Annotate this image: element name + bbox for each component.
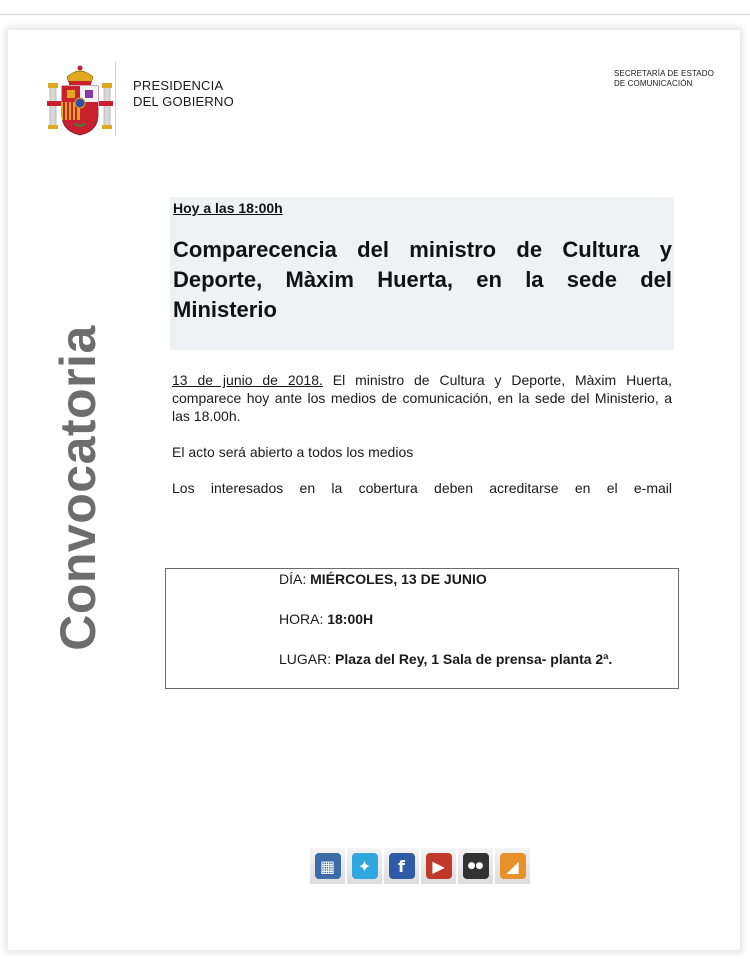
body-paragraph-3: Los interesados en la cobertura deben acreditarse en el e-mail: [172, 480, 672, 496]
organization-line-1: PRESIDENCIA: [133, 78, 224, 93]
secretariat-line-1: SECRETARÍA DE ESTADO: [614, 69, 714, 78]
announcement-date: 13 de junio de 2018.: [172, 372, 323, 388]
body-paragraph-2: El acto será abierto a todos los medios: [172, 444, 414, 460]
coat-of-arms-icon: [45, 63, 115, 137]
secretariat-name: [614, 69, 714, 89]
organization-line-2: DEL GOBIERNO: [133, 94, 234, 109]
event-hour: [279, 611, 373, 627]
flickr-icon[interactable]: [458, 848, 493, 884]
event-day-label: DÍA:: [279, 571, 311, 587]
top-divider: [0, 14, 750, 15]
announcement-headline: Comparecencia del ministro de Cultura y Deporte, Màxim Huerta, en la sede del Ministerio: [173, 237, 672, 322]
body-paragraph-1-text: El ministro de Cultura y Deporte, Màxim Huerta, comparece hoy ante los medios de comunicación, en la sede del Ministerio, a las 18.00h.: [172, 372, 672, 424]
event-place: [279, 651, 612, 667]
lamoncloa-icon-glyph: ▦: [315, 853, 341, 879]
twitter-icon-glyph: ✦: [352, 853, 378, 879]
event-day: [279, 571, 487, 587]
facebook-icon-glyph: f: [389, 853, 415, 879]
announcement-body: [172, 371, 672, 497]
event-day-value: MIÉRCOLES, 13 DE JUNIO: [310, 571, 487, 587]
event-hour-value: 18:00H: [327, 611, 374, 627]
flickr-icon-glyph: ●●: [463, 853, 489, 879]
announcement-time: Hoy a las 18:00h: [173, 200, 283, 216]
event-hour-label: HORA:: [279, 611, 328, 627]
youtube-icon[interactable]: [421, 848, 456, 884]
social-links: [310, 848, 530, 884]
event-place-value: Plaza del Rey, 1 Sala de prensa- planta 2ª.: [335, 651, 613, 667]
rss-icon[interactable]: [495, 848, 530, 884]
announcement-header: [170, 197, 674, 350]
event-details-box: [165, 568, 679, 689]
secretariat-line-2: DE COMUNICACIÓN: [614, 79, 693, 88]
body-paragraph-1: [172, 371, 672, 425]
twitter-icon[interactable]: [347, 848, 382, 884]
rss-icon-glyph: ◢: [500, 853, 526, 879]
youtube-icon-glyph: ▶: [426, 853, 452, 879]
lamoncloa-icon[interactable]: [310, 848, 345, 884]
header-divider: [115, 62, 116, 136]
event-place-label: LUGAR:: [279, 651, 336, 667]
organization-name: [133, 78, 234, 110]
side-label: Convocatoria: [50, 325, 106, 651]
facebook-icon[interactable]: [384, 848, 419, 884]
